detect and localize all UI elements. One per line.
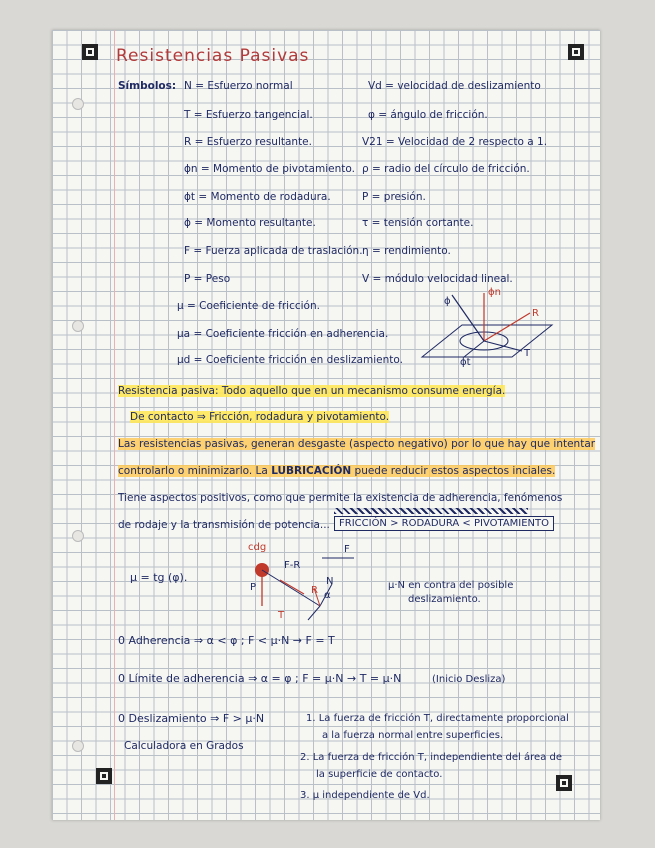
label-p: P xyxy=(250,582,257,593)
label-n: N xyxy=(326,576,334,587)
inicio-deslizamiento: (Inicio Desliza) xyxy=(432,674,506,685)
symbol-item: N = Esfuerzo normal xyxy=(184,80,293,92)
lubricacion-emphasis: LUBRICACIÓN xyxy=(271,465,352,477)
simbolos-label: Símbolos: xyxy=(118,80,177,92)
label-t: T xyxy=(524,348,531,359)
label-r: R xyxy=(532,308,539,319)
paragraph-line: de rodaje y la transmisión de potencia... xyxy=(118,519,330,531)
symbol-item: μd = Coeficiente fricción en deslizamiento. xyxy=(177,354,403,366)
corner-marker xyxy=(568,44,584,60)
label-phi-t: ϕt xyxy=(460,357,471,368)
label-phi: ϕ xyxy=(444,296,451,307)
label-t2: T xyxy=(278,610,285,621)
page-title: Resistencias Pasivas xyxy=(116,46,310,66)
symbol-item: P = Peso xyxy=(184,273,231,285)
binder-hole xyxy=(72,320,84,332)
corner-marker xyxy=(556,775,572,791)
condition-limite: 0 Límite de adherencia ⇒ α = φ ; F = μ·N → T = μ·N xyxy=(118,672,402,685)
binder-hole xyxy=(72,530,84,542)
symbol-item: R = Esfuerzo resultante. xyxy=(184,136,312,148)
notebook-page xyxy=(52,30,600,820)
symbol-item: μa = Coeficiente fricción en adherencia. xyxy=(177,328,389,340)
symbol-item: ϕ = Momento resultante. xyxy=(184,217,316,229)
friction-comparison-box: FRICCIÓN > RODADURA < PIVOTAMIENTO xyxy=(334,516,554,531)
incline-force-diagram xyxy=(240,548,370,628)
mu-formula: μ = tg (φ). xyxy=(130,571,188,584)
hatch-stripe xyxy=(334,508,528,514)
binder-hole xyxy=(72,740,84,752)
condition-deslizamiento: 0 Deslizamiento ⇒ F > μ·N xyxy=(118,712,265,725)
symbol-item: V21 = Velocidad de 2 respecto a 1. xyxy=(362,136,548,148)
paragraph-fragment: puede reducir estos aspectos inciales. xyxy=(354,465,556,477)
symbol-item: φ = ángulo de fricción. xyxy=(368,109,488,121)
numbered-note: 3. μ independiente de Vd. xyxy=(300,790,430,801)
condition-adherencia: 0 Adherencia ⇒ α < φ ; F < μ·N → F = T xyxy=(118,634,335,647)
paragraph-line xyxy=(118,465,555,477)
symbol-item: τ = tensión cortante. xyxy=(362,217,474,229)
numbered-note: 1. La fuerza de fricción T, directamente proporcional xyxy=(306,713,569,724)
symbol-item: V = módulo velocidad lineal. xyxy=(362,273,513,285)
numbered-note: 2. La fuerza de fricción T, independiente del área de xyxy=(300,752,562,763)
label-r2: R xyxy=(311,585,318,596)
binder-hole xyxy=(72,98,84,110)
label-f-r: F-R xyxy=(284,560,301,571)
numbered-note: a la fuerza normal entre superficies. xyxy=(322,730,504,741)
symbol-item: F = Fuerza aplicada de traslación. xyxy=(184,245,363,257)
symbol-item: Vd = velocidad de deslizamiento xyxy=(368,80,541,92)
label-phi-n: ϕn xyxy=(488,287,501,298)
symbol-item: T = Esfuerzo tangencial. xyxy=(184,109,313,121)
contact-line: De contacto ⇒ Fricción, rodadura y pivotamiento. xyxy=(130,411,390,423)
symbol-item: μ = Coeficiente de fricción. xyxy=(177,300,320,312)
corner-marker xyxy=(96,768,112,784)
symbol-item: P = presión. xyxy=(362,191,426,203)
label-f: F xyxy=(344,544,350,555)
symbol-item: η = rendimiento. xyxy=(362,245,451,257)
symbol-item: ϕt = Momento de rodadura. xyxy=(184,191,331,203)
numbered-note: la superficie de contacto. xyxy=(316,769,443,780)
margin-line xyxy=(114,30,115,820)
friction-plane-diagram xyxy=(412,285,562,375)
calculator-note: Calculadora en Grados xyxy=(124,740,244,752)
corner-marker xyxy=(82,44,98,60)
definition-line: Resistencia pasiva: Todo aquello que en un mecanismo consume energía. xyxy=(118,385,506,397)
paragraph-line: Las resistencias pasivas, generan desgaste (aspecto negativo) por lo que hay que intentar xyxy=(118,438,596,450)
label-cdg: cdg xyxy=(248,542,267,553)
paragraph-fragment: controlarlo o minimizarlo. La xyxy=(118,465,268,477)
symbol-item: ρ = radio del círculo de fricción. xyxy=(362,163,530,175)
symbol-item: ϕn = Momento de pivotamiento. xyxy=(184,163,355,175)
mu-note: μ·N en contra del posible xyxy=(388,580,514,591)
paragraph-line: Tiene aspectos positivos, como que permite la existencia de adherencia, fenómenos xyxy=(118,492,563,504)
label-alpha: α xyxy=(324,590,331,601)
mu-note: deslizamiento. xyxy=(408,594,481,605)
